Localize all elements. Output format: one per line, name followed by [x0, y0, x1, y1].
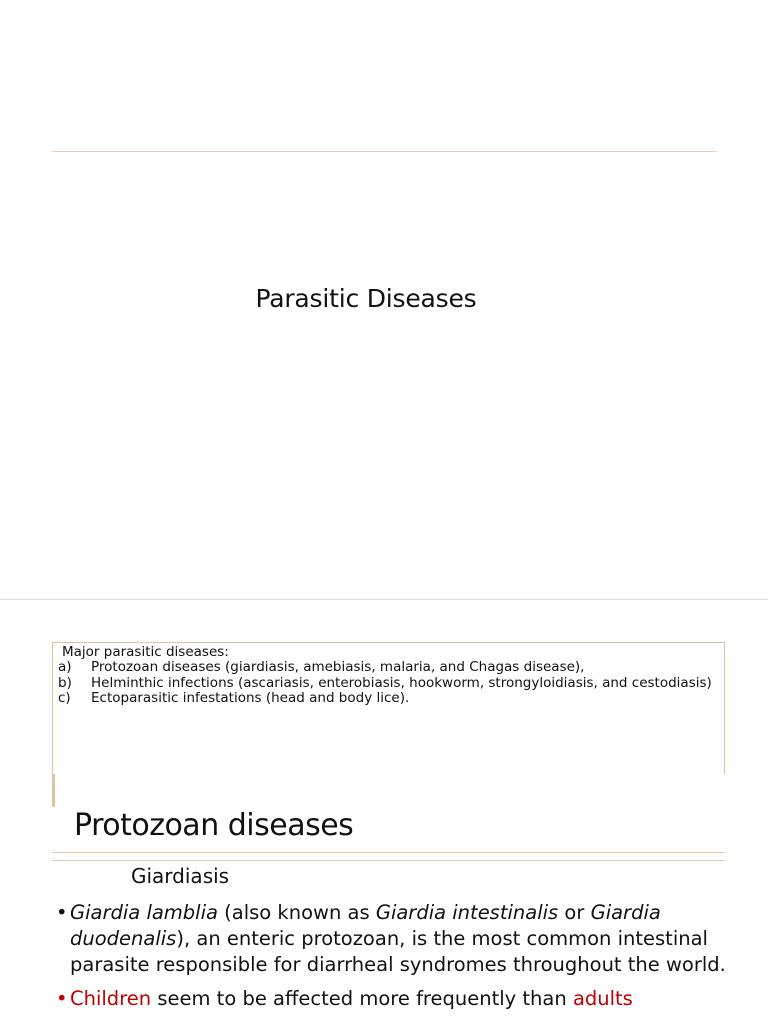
major-diseases-box	[52, 642, 725, 774]
list-item-label: c)	[58, 690, 71, 706]
content-slide	[0, 600, 768, 1024]
species-name: Giardia lamblia	[70, 901, 218, 924]
list-item	[58, 674, 718, 691]
list-item	[58, 661, 718, 675]
species-name: Giardia duodenalis	[70, 901, 661, 950]
bullet-item	[56, 986, 746, 1012]
list-item-label: a)	[58, 659, 72, 675]
bullet-list	[56, 900, 746, 1020]
bullet-text: seem to be affected more frequently than	[151, 987, 573, 1010]
box-left-accent	[52, 774, 55, 807]
list-item-text: Helminthic infections (ascariasis, enterobiasis, hookworm, strongyloidiasis, and cestodiasis)	[91, 674, 712, 691]
list-item	[58, 692, 718, 706]
highlight-text: Children	[70, 987, 152, 1010]
slide-top-rule	[52, 151, 717, 152]
bullet-text: or	[558, 901, 591, 924]
list-item-text: Ectoparasitic infestations (head and body lice).	[91, 690, 410, 706]
bullet-marker: •	[56, 987, 68, 1010]
section-rule-top	[52, 852, 725, 853]
bullet-text: ), an enteric protozoan, is the most common intestinal parasite responsible for diarrheal syndromes throughout the world.	[70, 927, 726, 976]
section-rule-bottom	[52, 860, 725, 861]
section-title: Protozoan diseases	[74, 808, 354, 843]
species-name: Giardia intestinalis	[375, 901, 559, 924]
highlight-text: adults	[572, 987, 633, 1010]
list-item-label: b)	[58, 674, 72, 691]
slide-title: Parasitic Diseases	[255, 284, 477, 313]
subheading-giardiasis: Giardiasis	[131, 864, 230, 888]
bullet-marker: •	[56, 901, 68, 924]
disease-list	[58, 661, 718, 708]
box-heading: Major parasitic diseases:	[62, 644, 229, 660]
bullet-item	[56, 900, 746, 978]
bullet-text: (also known as	[217, 901, 376, 924]
list-item-text: Protozoan diseases (giardiasis, amebiasis, malaria, and Chagas disease),	[91, 659, 585, 675]
